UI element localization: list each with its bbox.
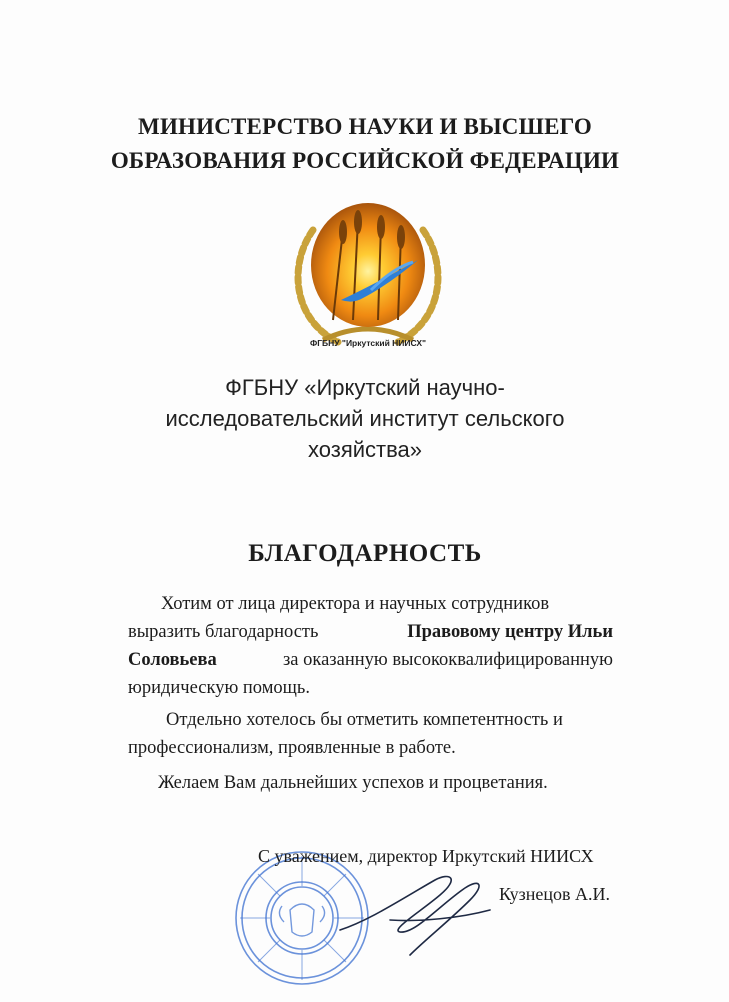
- text-span: юридическую помощь.: [128, 678, 310, 698]
- text-span: выразить благодарность: [128, 622, 319, 642]
- handwritten-signature: [330, 860, 500, 970]
- institute-line-3: хозяйства»: [307, 437, 423, 462]
- regards-line: С уважением, директор Иркутский НИИСХ: [258, 846, 594, 866]
- paragraph-wishes: [128, 769, 613, 797]
- text-span: Хотим от лица директора и научных сотрудников: [161, 594, 550, 614]
- text-span: за оказанную высококвалифицированную: [282, 650, 613, 670]
- text-span: Отдельно хотелось бы отметить компетентность и: [166, 710, 563, 730]
- paragraph-line: [128, 590, 613, 618]
- institute-name: [130, 372, 600, 465]
- ministry-header: [100, 110, 630, 178]
- ministry-line-1: МИНИСТЕРСТВО НАУКИ И ВЫСШЕГО: [138, 114, 592, 139]
- paragraph-line: [128, 646, 613, 674]
- paragraph-line: [128, 734, 613, 762]
- bold-organization-name: Правовому центру Ильи: [407, 622, 613, 642]
- text-span: профессионализм, проявленные в работе.: [128, 738, 456, 758]
- paragraph-line: [128, 674, 613, 702]
- text-span: Желаем Вам дальнейших успехов и процветания.: [158, 773, 548, 793]
- institute-line-2: исследовательский институт сельского: [165, 406, 565, 431]
- paragraph-competence: [128, 706, 613, 762]
- ministry-line-2: ОБРАЗОВАНИЯ РОССИЙСКОЙ ФЕДЕРАЦИИ: [110, 148, 620, 173]
- paragraph-line: [128, 706, 613, 734]
- paragraph-line: [128, 618, 613, 646]
- paragraph-line: [128, 769, 613, 797]
- institute-line-1: ФГБНУ «Иркутский научно-: [225, 375, 505, 400]
- signer-name: Кузнецов А.И.: [499, 884, 611, 904]
- institute-emblem-logo: [283, 190, 453, 360]
- emblem-caption: ФГБНУ "Иркутский НИИСХ": [309, 338, 427, 348]
- document-title: БЛАГОДАРНОСТЬ: [248, 540, 482, 567]
- bold-organization-name: Соловьева: [128, 650, 217, 670]
- paragraph-gratitude: [128, 590, 613, 702]
